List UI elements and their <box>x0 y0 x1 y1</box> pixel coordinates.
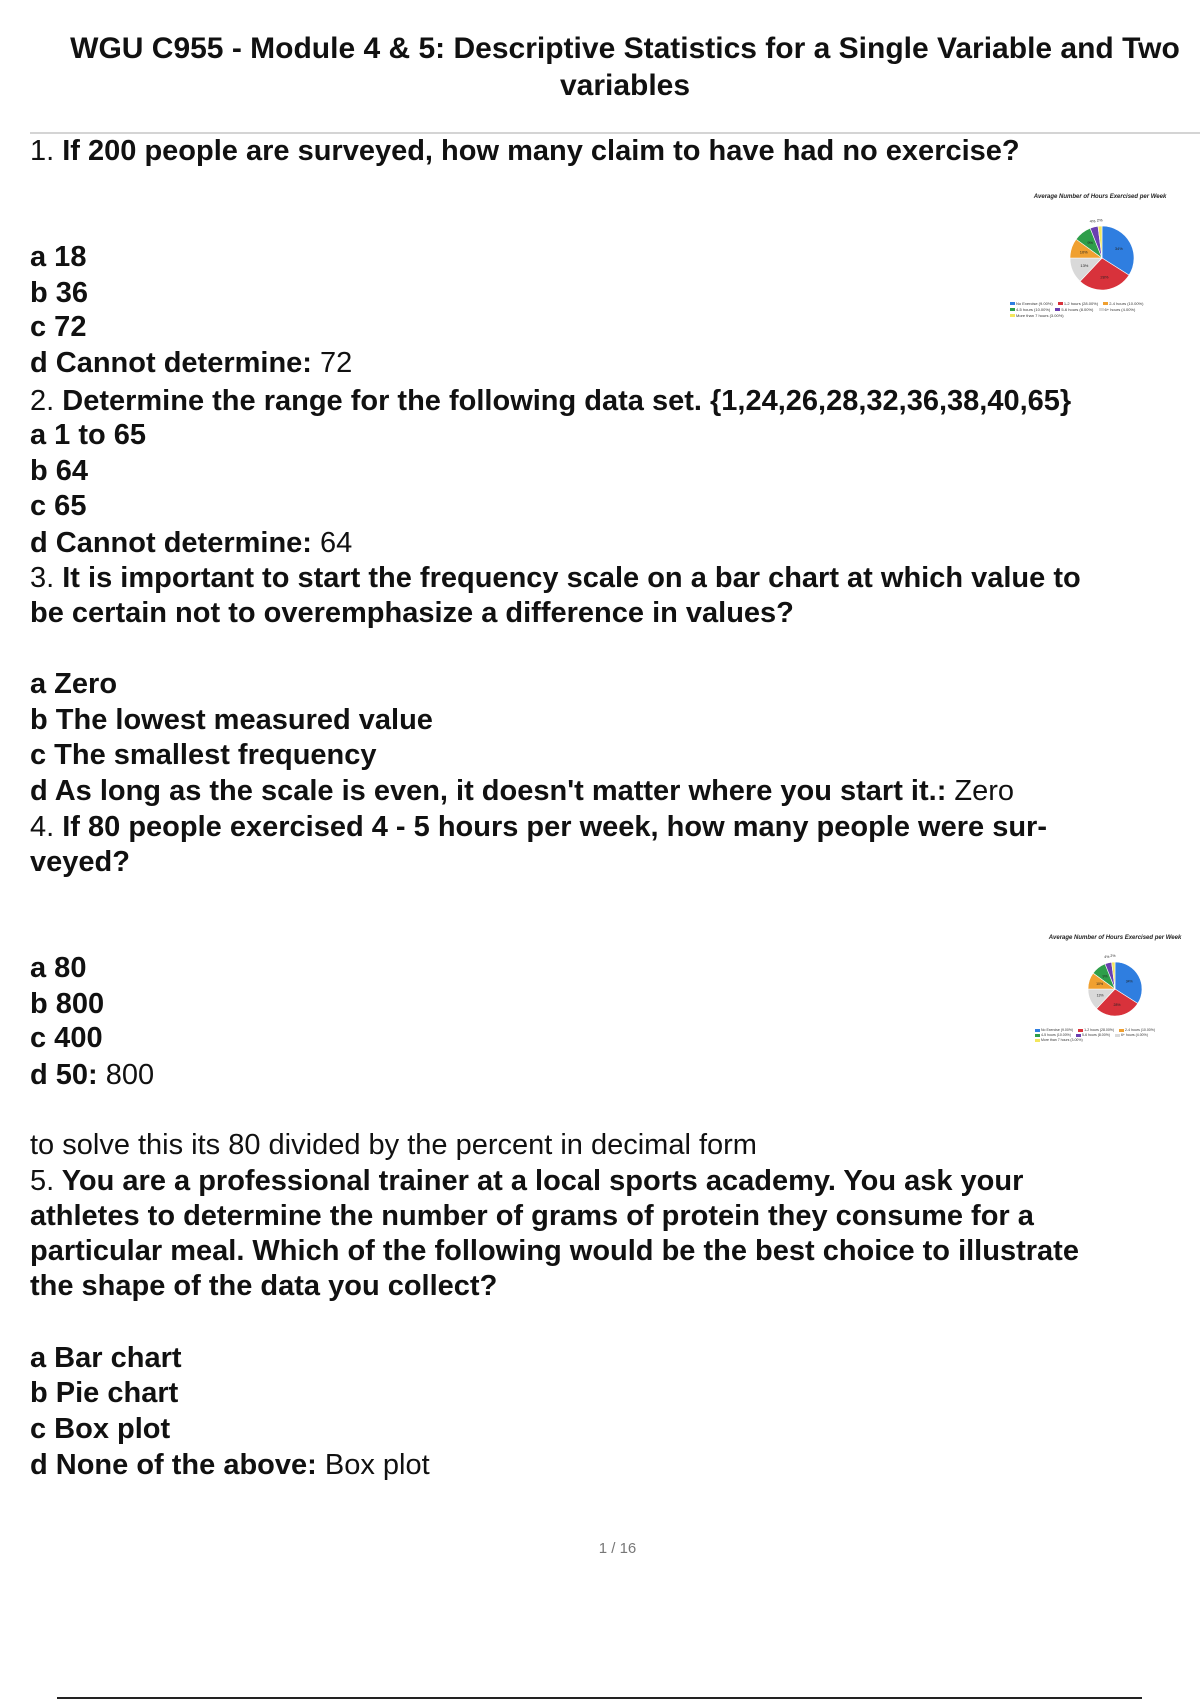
question-3-text-line-1: It is important to start the frequency scale on a bar chart at which value to <box>62 562 1081 594</box>
pie-slice-label: 34% <box>1114 246 1123 252</box>
pie-slice-label: 4% <box>1089 218 1096 224</box>
page-number: 1 / 16 <box>598 1540 637 1557</box>
pie-chart-1-title: Average Number of Hours Exercised per Week <box>1033 194 1167 200</box>
question-1-text: If 200 people are surveyed, how many claim to have had no exercise? <box>62 135 1020 167</box>
q2-option-d: d Cannot determine: 64 <box>30 527 353 559</box>
q4-option-b: b 800 <box>30 988 105 1020</box>
q2-option-b: b 64 <box>30 455 89 487</box>
question-5-text-line-3: particular meal. Which of the following would be the best choice to illustrate <box>30 1235 1079 1267</box>
question-5-text-line-4: the shape of the data you collect? <box>30 1270 498 1302</box>
pie-chart-1-svg <box>1010 200 1190 296</box>
pie-slice-label: 2% <box>1110 954 1116 959</box>
pie-slice-label: 2% <box>1096 217 1103 223</box>
pie-slice-label: 13% <box>1096 993 1104 998</box>
pie-chart-2-title: Average Number of Hours Exercised per Week <box>1048 935 1182 941</box>
pie-slice-label: 10% <box>1096 982 1104 987</box>
pie-slice-label: 4% <box>1104 955 1110 960</box>
pie-slice-label: 13% <box>1080 262 1089 268</box>
q5-option-c: c Box plot <box>30 1413 171 1445</box>
question-5: 5. You are a professional trainer at a local sports academy. You ask your <box>30 1165 1024 1197</box>
q3-option-a: a Zero <box>30 668 118 700</box>
q1-option-c: c 72 <box>30 311 87 343</box>
q2-option-a: a 1 to 65 <box>30 419 147 451</box>
q4-explanation: to solve this its 80 divided by the percent in decimal form <box>30 1129 757 1161</box>
pie-chart-1-legend: No Exercise (9.00%) 1-2 hours (28.00%) 2-4 hours (10.00%) 4-5 hours (10.00%) 5-6 hours (8.00%) 6+ hours (4.00%) More than 7 hours (3.00%) <box>1010 301 1190 319</box>
pie-slice-label: 10% <box>1079 249 1088 255</box>
question-2: 2. Determine the range for the following data set. {1,24,26,28,32,36,38,40,65} <box>30 385 1072 417</box>
question-4-text-line-1: If 80 people exercised 4 - 5 hours per week, how many people were sur- <box>62 811 1047 843</box>
q4-option-d: d 50: 800 <box>30 1059 155 1091</box>
q3-option-c: c The smallest frequency <box>30 739 377 771</box>
pie-slice-label: 9% <box>1102 974 1108 979</box>
pie-chart-2-legend: No Exercise (9.00%) 1-2 hours (28.00%) 2-4 hours (10.00%) 4-5 hours (10.00%) 5-6 hours (8.00%) 6+ hours (4.00%) More than 7 hours (3.00%) <box>1035 1028 1195 1043</box>
pie-slice-label: 28% <box>1113 1003 1121 1008</box>
q4-option-c: c 400 <box>30 1022 103 1054</box>
q4-answer: 800 <box>105 1059 155 1091</box>
q2-answer: 64 <box>320 527 353 559</box>
title-line-2: variables <box>559 69 691 102</box>
q1-option-a: a 18 <box>30 241 87 273</box>
q5-option-d: d None of the above: Box plot <box>30 1449 430 1481</box>
q4-option-a: a 80 <box>30 952 87 984</box>
pie-slice-label: 28% <box>1100 274 1109 280</box>
q1-option-d: d Cannot determine: 72 <box>30 347 353 379</box>
pie-chart-2 <box>1035 935 1195 1043</box>
question-2-text: Determine the range for the following data set. {1,24,26,28,32,36,38,40,65} <box>62 385 1072 417</box>
question-3: 3. It is important to start the frequency scale on a bar chart at which value to <box>30 562 1081 594</box>
pie-slice-label: 9% <box>1087 240 1094 246</box>
question-4-text-line-2: veyed? <box>30 846 130 878</box>
q3-option-b: b The lowest measured value <box>30 704 433 736</box>
q3-option-d: d As long as the scale is even, it doesn't matter where you start it.: Zero <box>30 775 1015 807</box>
document-title <box>0 30 1200 104</box>
question-1: 1. If 200 people are surveyed, how many claim to have had no exercise? <box>30 135 1020 167</box>
question-3-text-line-2: be certain not to overemphasize a difference in values? <box>30 597 794 629</box>
q2-option-c: c 65 <box>30 490 87 522</box>
title-line-1: WGU C955 - Module 4 & 5: Descriptive Statistics for a Single Variable and Two <box>70 32 1180 65</box>
q3-answer: Zero <box>954 775 1015 807</box>
q5-answer: Box plot <box>324 1449 430 1481</box>
q1-answer: 72 <box>320 347 353 379</box>
pie-slice-label: 34% <box>1125 979 1133 984</box>
question-4: 4. If 80 people exercised 4 - 5 hours per week, how many people were sur- <box>30 811 1047 843</box>
q5-option-a: a Bar chart <box>30 1342 182 1374</box>
pie-chart-1 <box>1010 194 1190 319</box>
q1-option-b: b 36 <box>30 277 89 309</box>
q5-option-b: b Pie chart <box>30 1377 179 1409</box>
bottom-divider <box>57 1697 1142 1699</box>
question-5-text-line-2: athletes to determine the number of grams of protein they consume for a <box>30 1200 1034 1232</box>
question-5-text-line-1: You are a professional trainer at a local sports academy. You ask your <box>61 1165 1024 1197</box>
pie-chart-2-svg <box>1035 941 1195 1023</box>
